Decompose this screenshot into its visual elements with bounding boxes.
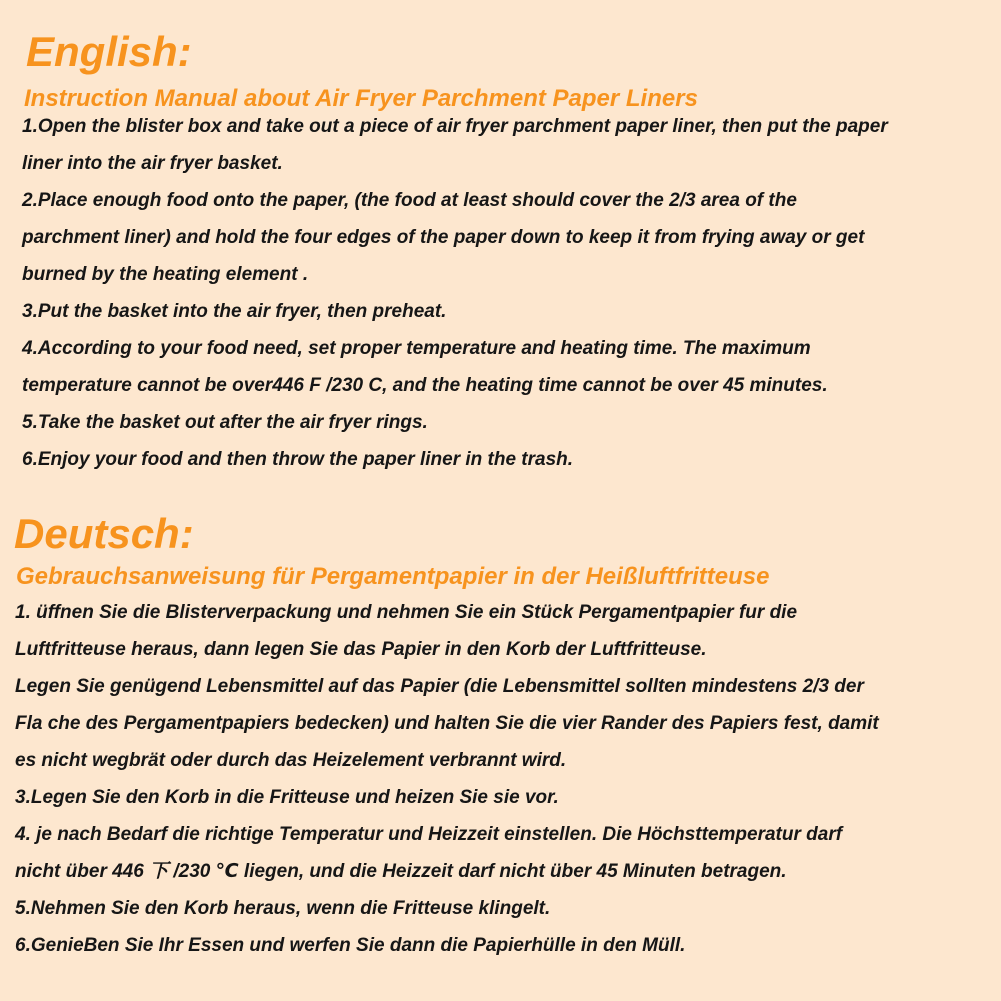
instruction-line: es nicht wegbrät oder durch das Heizelement verbrannt wird. (15, 750, 567, 771)
english-instructions (0, 108, 992, 478)
instruction-line: 1. üffnen Sie die Blisterverpackung und nehmen Sie ein Stück Pergamentpapier fur die (15, 602, 798, 623)
instruction-line: 1.Open the blister box and take out a piece of air fryer parchment paper liner, then put the paper (22, 116, 888, 137)
deutsch-heading: Deutsch: (14, 510, 194, 557)
instruction-line: 5.Take the basket out after the air fryer rings. (22, 412, 428, 433)
instruction-line: parchment liner) and hold the four edges of the paper down to keep it from frying away or get (22, 227, 865, 248)
instruction-line: temperature cannot be over446 F /230 C, and the heating time cannot be over 45 minutes. (22, 375, 828, 396)
instruction-line: 6.Enjoy your food and then throw the paper liner in the trash. (22, 449, 574, 470)
instruction-line: Legen Sie genügend Lebensmittel auf das Papier (die Lebensmittel sollten mindestens 2/3 der (15, 676, 864, 697)
deutsch-instructions (0, 594, 993, 964)
english-heading: English: (26, 28, 192, 75)
english-subtitle: Instruction Manual about Air Fryer Parchment Paper Liners (24, 85, 698, 112)
deutsch-section (0, 510, 1001, 964)
instruction-line: 2.Place enough food onto the paper, (the food at least should cover the 2/3 area of the (22, 190, 797, 211)
instruction-line: liner into the air fryer basket. (22, 153, 283, 174)
instruction-line: 5.Nehmen Sie den Korb heraus, wenn die Fritteuse klingelt. (15, 898, 551, 919)
instruction-line: 4.According to your food need, set proper temperature and heating time. The maximum (22, 338, 811, 359)
english-section (0, 28, 1001, 478)
instruction-line: Luftfritteuse heraus, dann legen Sie das Papier in den Korb der Luftfritteuse. (15, 639, 707, 660)
instruction-line: 4. je nach Bedarf die richtige Temperatur und Heizzeit einstellen. Die Höchsttemperatur darf (15, 824, 843, 845)
instruction-line: Fla che des Pergamentpapiers bedecken) und halten Sie die vier Rander des Papiers fest, damit (15, 713, 879, 734)
deutsch-subtitle: Gebrauchsanweisung für Pergamentpapier in der Heißluftfritteuse (16, 563, 770, 590)
instruction-line: nicht über 446 下 /230 ℃ liegen, und die Heizzeit darf nicht über 45 Minuten betragen. (15, 861, 787, 882)
instruction-line: 6.GenieBen Sie Ihr Essen und werfen Sie dann die Papierhülle in den Müll. (15, 935, 686, 956)
instruction-line: burned by the heating element . (22, 264, 309, 285)
instruction-line: 3.Put the basket into the air fryer, then preheat. (22, 301, 447, 322)
instruction-line: 3.Legen Sie den Korb in die Fritteuse und heizen Sie sie vor. (15, 787, 559, 808)
